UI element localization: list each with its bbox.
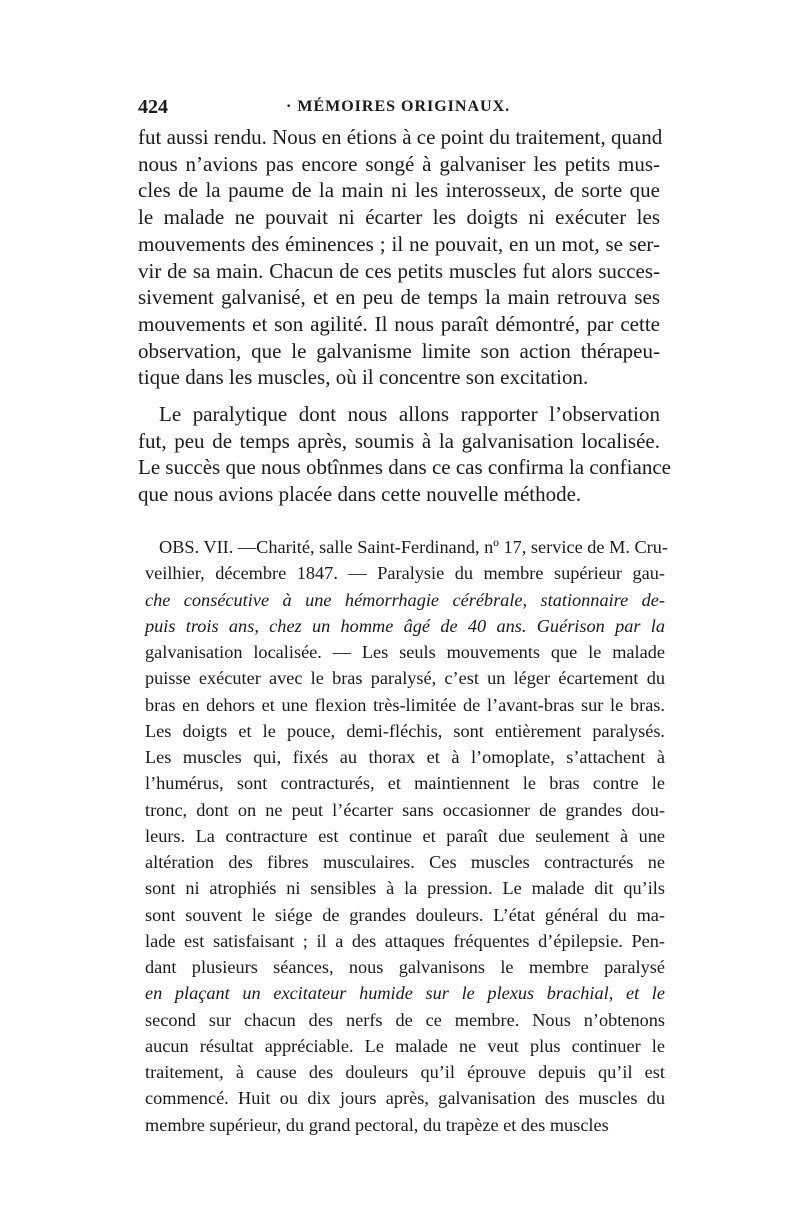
text-line: Le paralytique dont nous allons rapporter l’observation bbox=[159, 402, 660, 426]
observation-line: altération des fibres musculaires. Ces muscles contracturés ne bbox=[145, 852, 665, 872]
observation-line: che consécutive à une hémorrhagie cérébrale, stationnaire de- bbox=[145, 589, 665, 610]
text-line: observation, que le galvanisme limite son action thérapeu- bbox=[138, 338, 660, 363]
observation-line: traitement, à cause des douleurs qu’il éprouve depuis qu’il est bbox=[145, 1062, 665, 1082]
text-line: mouvements des éminences ; il ne pouvait, en un mot, se ser- bbox=[138, 231, 660, 256]
observation-line: OBS. VII. —Charité, salle Saint-Ferdinand, nº 17, service de M. Cru- bbox=[159, 537, 668, 557]
observation-line: dant plusieurs séances, nous galvanisons le membre paralysé bbox=[145, 957, 665, 977]
observation-line: en plaçant un excitateur humide sur le plexus brachial, et le bbox=[145, 983, 665, 1004]
observation-line: commencé. Huit ou dix jours après, galvanisation des muscles du bbox=[145, 1088, 665, 1109]
observation-line: puisse exécuter avec le bras paralysé, c’est un léger écartement du bbox=[145, 668, 665, 689]
observation-line: second sur chacun des nerfs de ce membre. Nous n’obtenons bbox=[145, 1009, 665, 1030]
observation-line: aucun résultat appréciable. Le malade ne veut plus continuer le bbox=[145, 1035, 665, 1056]
text-line: Le succès que nous obtînmes dans ce cas confirma la confiance bbox=[138, 455, 671, 480]
text-line: fut, peu de temps après, soumis à la galvanisation localisée. bbox=[138, 428, 660, 453]
text-line: sivement galvanisé, et en peu de temps la main retrouva ses bbox=[138, 285, 660, 310]
observation-line: bras en dehors et une flexion très-limitée de l’avant-bras sur le bras. bbox=[145, 694, 665, 715]
observation-line: lade est satisfaisant ; il a des attaques fréquentes d’épilepsie. Pen- bbox=[145, 930, 665, 951]
text-line: vir de sa main. Chacun de ces petits muscles fut alors succes- bbox=[138, 258, 660, 283]
paragraph-2 bbox=[138, 401, 671, 508]
observation-line: Les muscles qui, fixés au thorax et à l’omoplate, s’attachent à bbox=[145, 747, 665, 767]
observation-line: galvanisation localisée. — Les seuls mouvements que le malade bbox=[145, 642, 665, 662]
text-line: cles de la paume de la main ni les interosseux, de sorte que bbox=[138, 178, 660, 203]
text-line: que nous avions placée dans cette nouvelle méthode. bbox=[138, 482, 582, 507]
running-title: · MÉMOIRES ORIGINAUX. bbox=[286, 98, 511, 115]
observation-line: leurs. La contracture est continue et paraît due seulement à une bbox=[145, 825, 665, 846]
observation-line: sont souvent le siége de grandes douleurs. L’état général du ma- bbox=[145, 904, 665, 925]
page-number: 424 bbox=[138, 96, 168, 118]
text-line: tique dans les muscles, où il concentre son excitation. bbox=[138, 365, 589, 390]
paragraph-1 bbox=[138, 124, 663, 391]
observation-line: l’humérus, sont contracturés, et maintiennent le bras contre le bbox=[145, 773, 665, 794]
observation-paragraph bbox=[145, 534, 668, 1138]
text-line: nous n’avions pas encore songé à galvaniser les petits mus- bbox=[138, 151, 660, 176]
observation-line: tronc, dont on ne peut l’écarter sans occasionner de grandes dou- bbox=[145, 799, 665, 820]
observation-line: Les doigts et le pouce, demi-fléchis, sont entièrement paralysés. bbox=[145, 720, 665, 741]
text-line: fut aussi rendu. Nous en étions à ce point du traitement, quand bbox=[138, 125, 663, 149]
observation-line: sont ni atrophiés ni sensibles à la pression. Le malade dit qu’ils bbox=[145, 878, 665, 899]
text-line: mouvements et son agilité. Il nous paraît démontré, par cette bbox=[138, 311, 660, 336]
observation-line: veilhier, décembre 1847. — Paralysie du membre supérieur gau- bbox=[145, 563, 665, 584]
observation-line: membre supérieur, du grand pectoral, du trapèze et des muscles bbox=[145, 1114, 609, 1135]
text-line: le malade ne pouvait ni écarter les doigts ni exécuter les bbox=[138, 205, 660, 230]
observation-line: puis trois ans, chez un homme âgé de 40 ans. Guérison par la bbox=[145, 615, 665, 636]
